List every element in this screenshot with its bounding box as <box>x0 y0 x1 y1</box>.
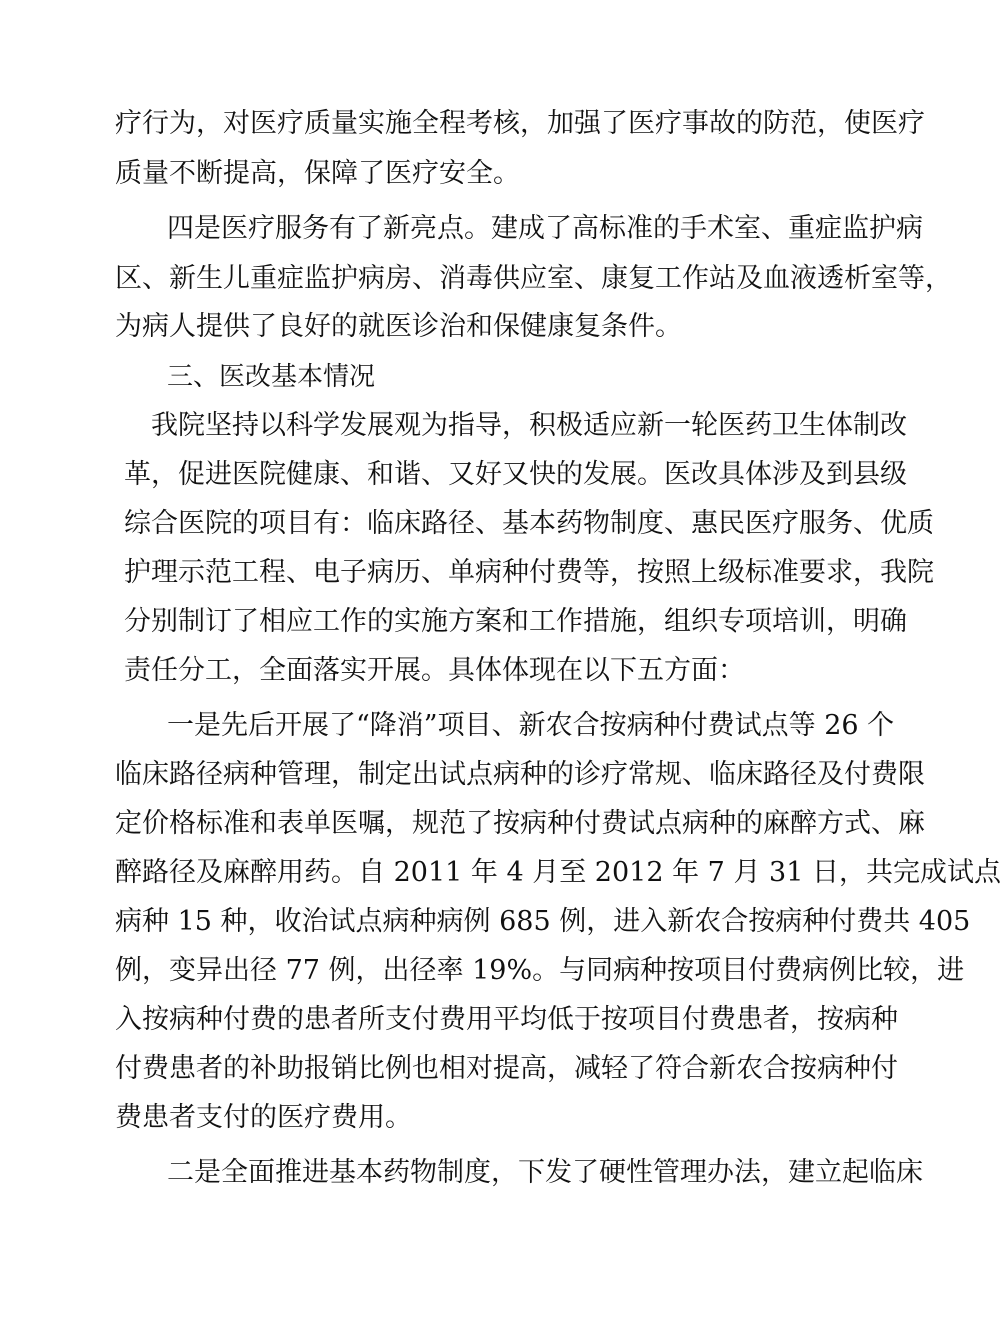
paragraph-line: 病种 15 种，收治试点病种病例 685 例，进入新农合按病种付费共 405 <box>115 906 971 937</box>
section-heading: 三、医改基本情况 <box>167 362 376 392</box>
paragraph-line: 革，促进医院健康、和谐、又好又快的发展。医改具体涉及到县级 <box>124 459 907 490</box>
paragraph-line: 例，变异出径 77 例，出径率 19%。与同病种按项目付费病例比较，进 <box>115 955 965 986</box>
paragraph-line: 入按病种付费的患者所支付费用平均低于按项目付费患者，按病种 <box>115 1004 898 1035</box>
paragraph-line: 我院坚持以科学发展观为指导，积极适应新一轮医药卫生体制改 <box>151 410 907 441</box>
paragraph-line: 为病人提供了良好的就医诊治和保健康复条件。 <box>115 311 682 342</box>
paragraph-line: 护理示范工程、电子病历、单病种付费等，按照上级标准要求，我院 <box>124 557 934 588</box>
paragraph-line: 区、新生儿重症监护病房、消毒供应室、康复工作站及血液透析室等， <box>115 263 952 294</box>
paragraph-line: 付费患者的补助报销比例也相对提高，减轻了符合新农合按病种付 <box>115 1053 898 1084</box>
paragraph-line: 定价格标准和表单医嘱，规范了按病种付费试点病种的麻醉方式、麻 <box>115 808 925 839</box>
paragraph-line: 醉路径及麻醉用药。自 2011 年 4 月至 2012 年 7 月 31 日，共完成试点 <box>115 857 1001 888</box>
paragraph-line: 一是先后开展了“降消”项目、新农合按病种付费试点等 26 个 <box>167 710 895 741</box>
paragraph-line: 二是全面推进基本药物制度，下发了硬性管理办法，建立起临床 <box>167 1157 923 1188</box>
paragraph-line: 四是医疗服务有了新亮点。建成了高标准的手术室、重症监护病 <box>167 213 923 244</box>
paragraph-line: 责任分工，全面落实开展。具体体现在以下五方面： <box>124 655 745 686</box>
paragraph-line: 临床路径病种管理，制定出试点病种的诊疗常规、临床路径及付费限 <box>115 759 925 790</box>
paragraph-line: 综合医院的项目有：临床路径、基本药物制度、惠民医疗服务、优质 <box>124 508 934 539</box>
paragraph-line: 分别制订了相应工作的实施方案和工作措施，组织专项培训，明确 <box>124 606 907 637</box>
paragraph-line: 费患者支付的医疗费用。 <box>115 1102 412 1133</box>
paragraph-line: 疗行为，对医疗质量实施全程考核，加强了医疗事故的防范，使医疗 <box>115 108 925 139</box>
paragraph-line: 质量不断提高，保障了医疗安全。 <box>115 158 520 189</box>
